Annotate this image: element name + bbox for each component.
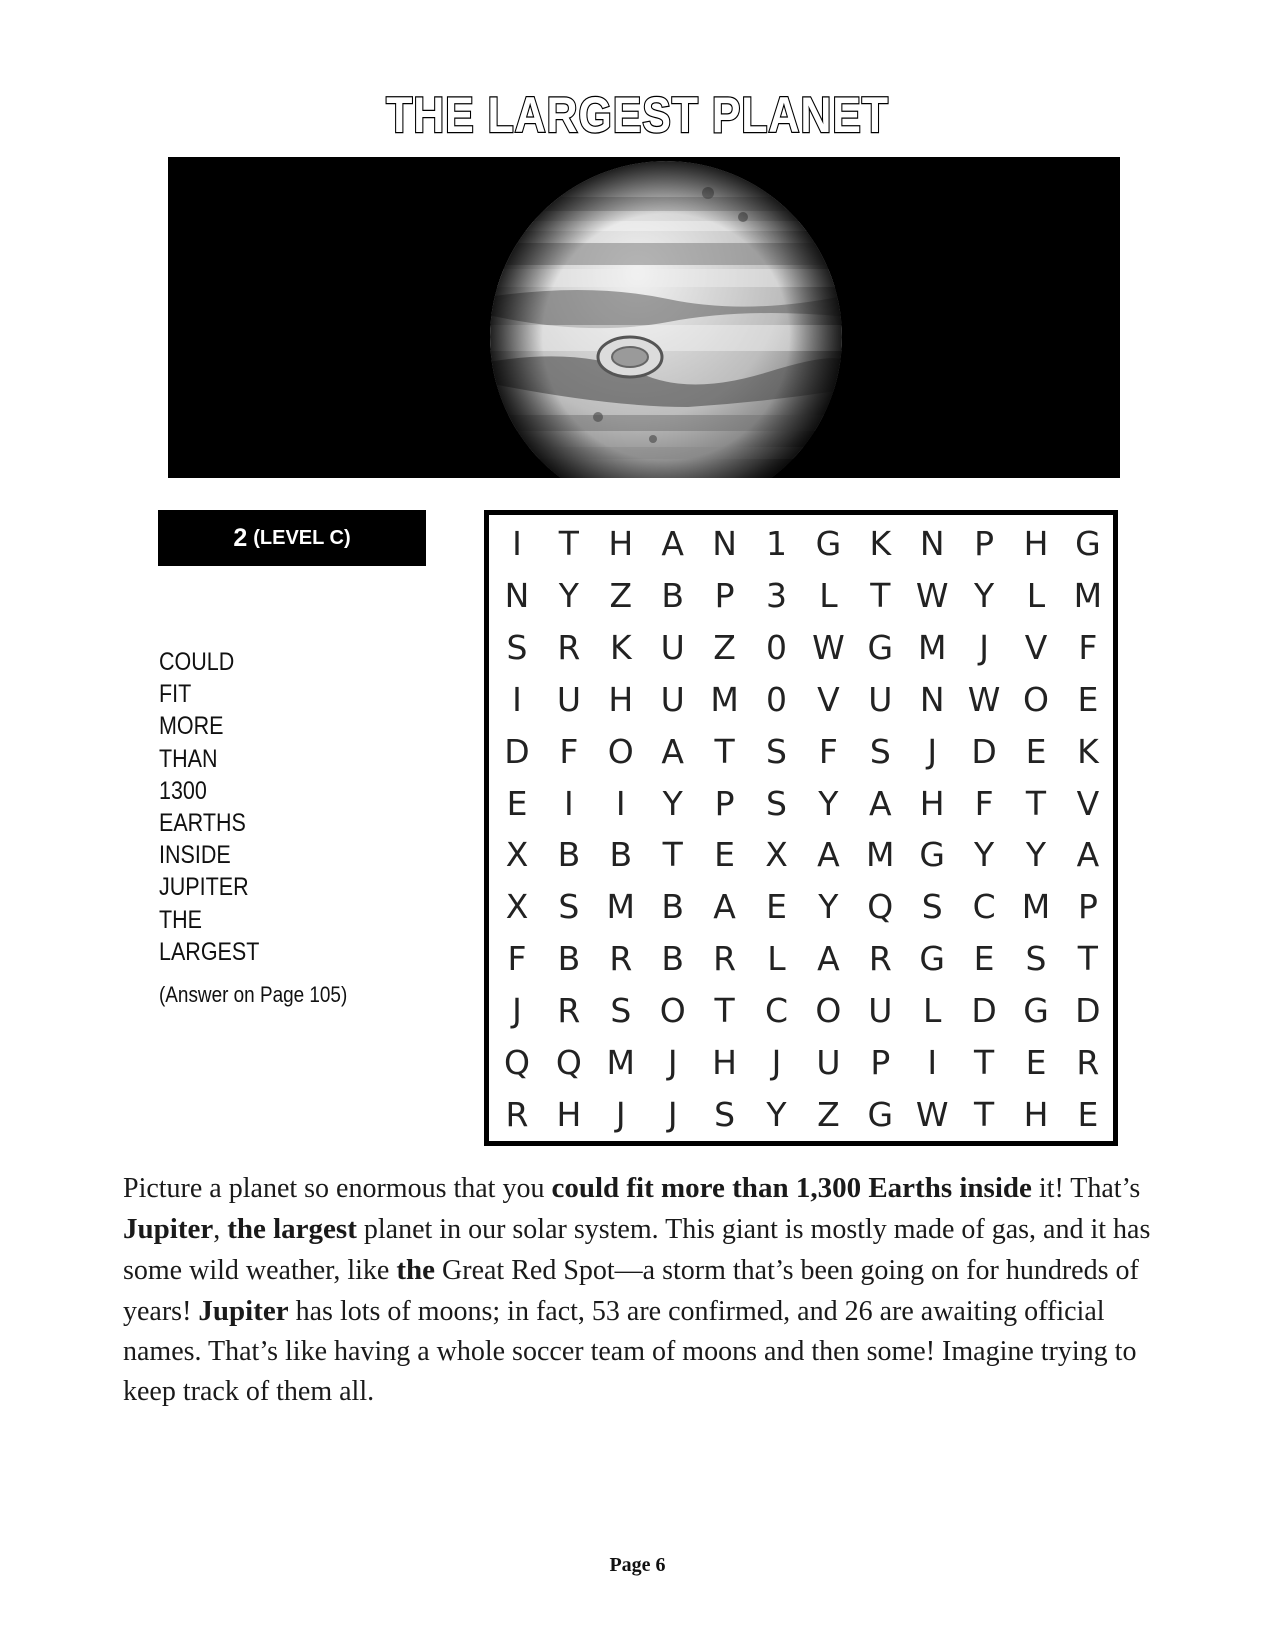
grid-cell: B [661,575,684,615]
grid-cell: N [712,524,737,563]
word-list-item: THAN [159,744,218,773]
grid-cell: M [866,835,895,875]
grid-cell: T [714,731,735,771]
grid-cell: H [608,524,634,563]
grid-cell: G [919,835,945,875]
grid-cell: I [564,783,574,823]
grid-cell: U [868,991,893,1031]
grid-cell: Y [1025,835,1047,875]
grid-cell: W [915,575,949,615]
grid-cell: T [558,524,579,563]
word-list-item: EARTHS [159,809,246,838]
word-list-item: THE [159,905,202,934]
word-list-item: COULD [159,648,235,676]
grid-cell: X [505,835,529,875]
grid-cell: A [661,731,684,771]
grid-cell: D [971,731,997,771]
grid-cell: I [927,1043,938,1082]
grid-cell: 0 [766,679,787,719]
grid-cell: E [1025,1043,1047,1082]
grid-cell: S [714,1094,736,1134]
grid-cell: Z [609,575,633,615]
grid-cell: Y [818,783,839,823]
grid-cell: A [817,939,840,979]
grid-cell: G [867,1094,894,1134]
grid-cell: R [557,627,581,667]
grid-cell: O [607,731,634,771]
grid-cell: A [661,524,684,563]
grid-cell: T [1077,939,1098,979]
grid-cell: Y [974,835,995,875]
grid-cell: Y [818,887,839,927]
grid-cell: Y [766,1094,787,1134]
grid-cell: O [1023,679,1049,719]
jupiter-illustration [168,157,1120,478]
grid-cell: U [816,1043,841,1082]
grid-cell: T [714,991,735,1031]
highlighted-word: Jupiter [123,1213,214,1245]
grid-cell: X [505,887,529,927]
grid-cell: R [505,1094,529,1134]
grid-cell: L [819,575,838,615]
grid-cell: F [974,783,994,823]
grid-cell: E [1025,731,1047,771]
grid-cell: 0 [766,627,787,667]
word-list-item: LARGEST [159,937,260,966]
grid-cell: K [1077,731,1099,771]
grid-cell: K [869,524,892,563]
grid-cell: B [557,939,581,979]
grid-cell: C [764,991,789,1031]
body-paragraph [123,1168,1163,1412]
grid-cell: J [667,1094,678,1134]
word-search-grid [484,510,1118,1146]
grid-cell: H [919,783,945,823]
grid-cell: R [1076,1043,1100,1082]
grid-cell: R [868,939,892,979]
grid-cell: E [506,783,528,823]
grid-cell: D [971,991,997,1031]
grid-cell: F [507,939,527,979]
grid-cell: J [615,1094,626,1134]
word-list [159,646,259,968]
highlighted-word: could fit more than 1,300 Earths inside [551,1172,1032,1204]
grid-cell: J [667,1043,678,1082]
grid-cell: M [710,679,739,719]
grid-cell: U [660,627,685,667]
grid-cell: Y [558,575,579,615]
grid-cell: B [661,939,684,979]
grid-cell: X [765,835,788,875]
grid-cell: U [660,679,685,719]
grid-cell: K [609,627,632,667]
grid-cell: E [714,835,736,875]
highlighted-word: the largest [227,1213,357,1245]
grid-cell: R [609,939,633,979]
word-list-item: INSIDE [159,841,231,870]
grid-cell: S [921,887,943,927]
grid-cell: P [974,524,995,563]
grid-cell: V [1076,783,1100,823]
paragraph-text: it! That’s [1031,1173,1141,1204]
grid-cell: G [1023,991,1049,1031]
grid-cell: M [606,1043,636,1082]
highlighted-word: Jupiter [198,1295,289,1327]
grid-cell: N [919,679,945,719]
grid-cell: Q [867,887,894,927]
grid-cell: M [917,627,947,667]
page-number: Page 6 [609,1554,666,1576]
grid-cell: H [608,679,634,719]
grid-cell: 3 [766,575,787,615]
grid-cell: J [927,731,938,771]
grid-cell: T [974,1043,995,1082]
grid-cell: L [922,991,942,1031]
grid-cell: J [979,627,989,667]
grid-cell: N [919,524,945,563]
grid-cell: Y [974,575,995,615]
grid-cell: M [1021,887,1051,927]
grid-cell: L [1026,575,1046,615]
grid-cell: H [712,1043,737,1082]
grid-cell: P [1077,887,1098,927]
page-title: THE LARGEST PLANET [386,87,889,143]
grid-cell: A [1076,835,1100,875]
grid-cell: S [610,991,632,1031]
grid-cell: S [558,887,580,927]
grid-cell: Q [555,1043,582,1082]
grid-cell: W [812,627,845,667]
paragraph-text: has lots of moons; in fact, 53 are confirmed, and 26 are awaiting official names. That’s like having a whole soccer team of moons and then some! Imagine trying to keep track of them all. [123,1296,1137,1407]
grid-cell: O [815,991,842,1031]
grid-cell: Z [713,627,736,667]
grid-cell: A [817,835,840,875]
word-list-item: FIT [159,680,192,709]
grid-cell: B [661,887,684,927]
grid-cell: C [972,887,996,927]
grid-cell: E [1077,679,1099,719]
grid-cell: T [974,1094,995,1134]
grid-cell: J [771,1043,782,1082]
grid-cell: J [512,991,522,1031]
grid-cell: L [767,939,786,979]
grid-cell: U [556,679,581,719]
grid-cell: W [967,679,1001,719]
grid-cell: N [504,575,530,615]
grid-cell: E [766,887,787,927]
grid-cell: S [1025,939,1047,979]
grid-cell: S [766,783,787,823]
grid-cell: F [559,731,579,771]
grid-cell: H [1023,524,1049,563]
paragraph-text: planet in our solar system. This giant is mostly made of gas, and it has some wild weather, like [123,1214,1151,1286]
puzzle-number: 2 [233,523,248,552]
grid-cell: B [557,835,581,875]
grid-cell: T [662,835,683,875]
grid-cell: G [1075,524,1101,563]
grid-cell: I [615,783,626,823]
grid-cell: T [1025,783,1047,823]
grid-cell: Y [662,783,683,823]
grid-cell: R [557,991,581,1031]
word-list-item: JUPITER [159,873,249,902]
grid-cell: H [556,1094,582,1134]
grid-cell: R [713,939,737,979]
grid-cell: P [870,1043,891,1082]
answer-note: (Answer on Page 105) [159,982,348,1007]
highlighted-word: the [396,1254,436,1286]
grid-cell: E [973,939,995,979]
paragraph-text: Great Red Spot—a storm that’s been going on for hundreds of years! [123,1255,1139,1327]
grid-cell: M [606,887,636,927]
grid-cell: G [815,524,842,563]
grid-cell: P [714,783,735,823]
grid-cell: I [512,679,522,719]
grid-cell: S [869,731,891,771]
grid-cell: F [1078,627,1098,667]
grid-cell: G [867,627,894,667]
puzzle-level: (LEVEL C) [253,526,351,549]
grid-cell: M [1073,575,1103,615]
paragraph-text: Picture a planet so enormous that you [123,1173,552,1204]
grid-cell: S [506,627,528,667]
grid-cell: 1 [766,524,787,563]
grid-cell: A [713,887,736,927]
grid-cell: H [1023,1094,1049,1134]
grid-cell: D [1075,991,1101,1031]
word-list-item: 1300 [159,776,207,805]
grid-cell: G [919,939,945,979]
grid-cell: A [869,783,892,823]
grid-cell: F [818,731,838,771]
grid-cell: W [915,1094,949,1134]
grid-cell: D [504,731,530,771]
grid-cell: O [659,991,686,1031]
grid-cell: P [714,575,735,615]
grid-cell: Q [504,1043,530,1082]
grid-cell: U [868,679,893,719]
grid-cell: I [512,524,522,563]
grid-cell: T [870,575,891,615]
jupiter-image [168,157,1120,478]
paragraph-text: , [213,1214,228,1245]
puzzle-level-badge [158,510,426,566]
grid-cell: Z [817,1094,840,1134]
grid-cell: B [609,835,633,875]
grid-cell: V [817,679,840,719]
word-list-item: MORE [159,712,224,741]
grid-cell: S [766,731,787,771]
grid-cell: V [1024,627,1048,667]
grid-cell: E [1077,1094,1099,1134]
